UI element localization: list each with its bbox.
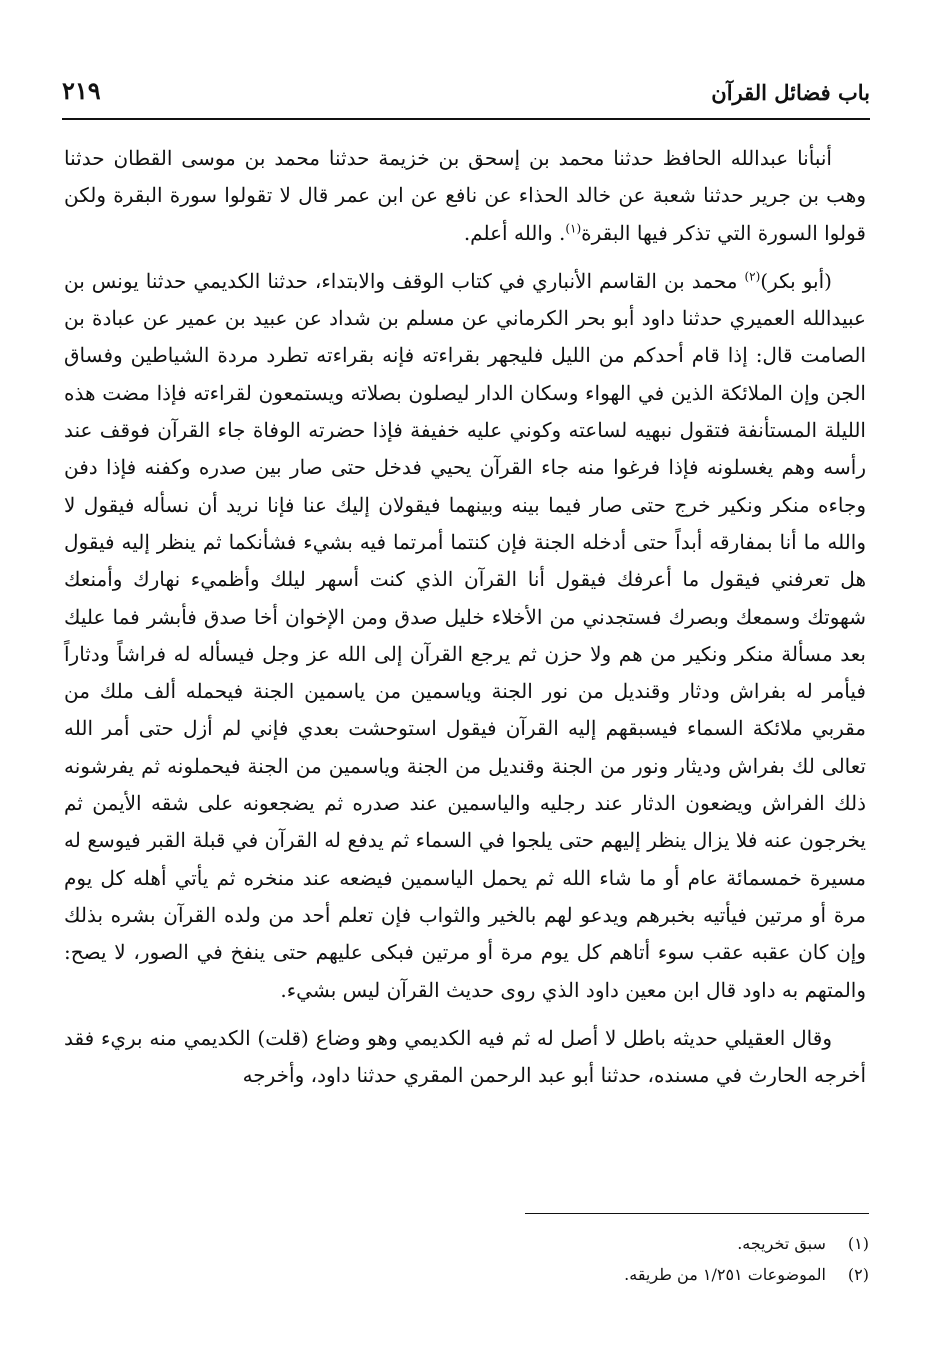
paragraph-text: محمد بن القاسم الأنباري في كتاب الوقف والابتداء، حدثنا الكديمي حدثنا يونس بن عبيدالله العميري حدثنا داود أبو بحر الكرماني عن مسلم بن شداد عن عبيد بن عمير عن عبادة بن الصامت قال: إذا قام أحدكم من الليل فليجهر بقراءته فإنه بقراءته تطرد مردة الشياطين وفساق الجن وإن الملائكة الذين في الهواء وسكان الدار ليصلون بصلاته ويستمعون لقراءته فإذا مضت هذه الليلة المستأنفة فتقول نبهيه لساعته وكوني عليه خفيفة فإذا حضرته الوفاة جاء القرآن فوقف عند رأسه وهم يغسلونه فإذا فرغوا منه جاء القرآن يحيي فدخل حتى صار بين صدره وكفنه فإذا دفن وجاءه منكر ونكير خرج حتى صار فيما بينه وبينهما فيقولان إليك عنا فإنا نريد أن نسأله فيقول لا والله ما أنا بمفارقه أبداً حتى أدخله الجنة فإن كنتما أمرتما فيه بشيء فشأنكما ثم ينظر إليه فيقول هل تعرفني فيقول ما أعرفك فيقول أنا القرآن الذي كنت أسهر ليلك وأظميء نهارك وأمنعك شهوتك وسمعك وبصرك فستجدني من الأخلاء خليل صدق ومن الإخوان أخا صدق فأبشر فما عليك بعد مسألة منكر ونكير من هم ولا حزن ثم يرجع القرآن إلى الله عز وجل فيسأله له فراشاً ودثاراً فيأمر له بفراش ودثار وقنديل من نور الجنة وياسمين من ياسمين الجنة فيحمله ألف ملك من مقربي ملائكة السماء فيسبقهم إليه القرآن فيقول استوحشت بعدي فإني لم أزل حتى أمر الله تعالى لك بفراش وديثار ونور من الجنة وقنديل من الجنة وياسمين من الجنة فيحملونه ثم يفرشونه ذلك الفراش ويضعون الدثار عند رجليه والياسمين عند صدره ثم يضجعونه على شقه الأيمن ثم يخرجون عنه فلا يزال ينظر إليهم حتى يلجوا في السماء ثم يدفع له القرآن في قبلة القبر فيوسع له مسيرة خمسمائة عام أو ما شاء الله ثم يحمل الياسمين فيضعه عند منخره ثم يأتي أهله كل يوم مرة أو مرتين فيأتيه بخبرهم ويدعو لهم بالخير والثواب فإن تعلم أحد من ولده القرآن بشره بذلك وإن كان عقبه عقب سوء أتاهم كل يوم مرة أو مرتين فبكى عليهم حتى ينفخ في الصور، لا يصح: والمتهم به داود قال ابن معين داود الذي روى حديث القرآن ليس بشيء. [64,268,866,1002]
main-text [64,140,866,1105]
footnote-marker: (١) [565,220,582,235]
paragraph [64,263,866,1009]
footnote-text: سبق تخريجه. [737,1234,826,1253]
footnote-number: (١) [847,1234,869,1253]
footnote-number: (٢) [847,1265,869,1284]
paragraph-text: . والله أعلم. [463,220,566,245]
paragraph-text: (أبو بكر) [760,268,832,293]
running-header [62,72,870,112]
footnote-item [269,1259,869,1290]
paragraph [64,1020,866,1095]
paragraph-text: أنبأنا عبدالله الحافظ حدثنا محمد بن إسحق بن خزيمة حدثنا محمد بن موسى القطان حدثنا وهب بن جرير حدثنا شعبة عن خالد الحذاء عن نافع عن ابن عمر قال لا تقولوا سورة البقرة ولكن قولوا السورة التي تذكر فيها البقرة [64,146,866,245]
chapter-title: باب فضائل القرآن [711,80,870,105]
footnote-item [269,1228,869,1259]
paragraph [64,140,866,252]
footnote-marker: (٢) [744,269,761,284]
footnote-divider [525,1213,869,1214]
footnote-text: الموضوعات ١/٢٥١ من طريقه. [624,1265,826,1284]
header-divider [62,118,870,120]
footnotes [269,1228,869,1290]
page-number: ٢١٩ [62,76,101,105]
paragraph-text: وقال العقيلي حديثه باطل لا أصل له ثم فيه الكديمي وهو وضاع (قلت) الكديمي منه بريء فقد أخرجه الحارث في مسنده، حدثنا أبو عبد الرحمن المقري حدثنا داود، وأخرجه [64,1025,866,1088]
